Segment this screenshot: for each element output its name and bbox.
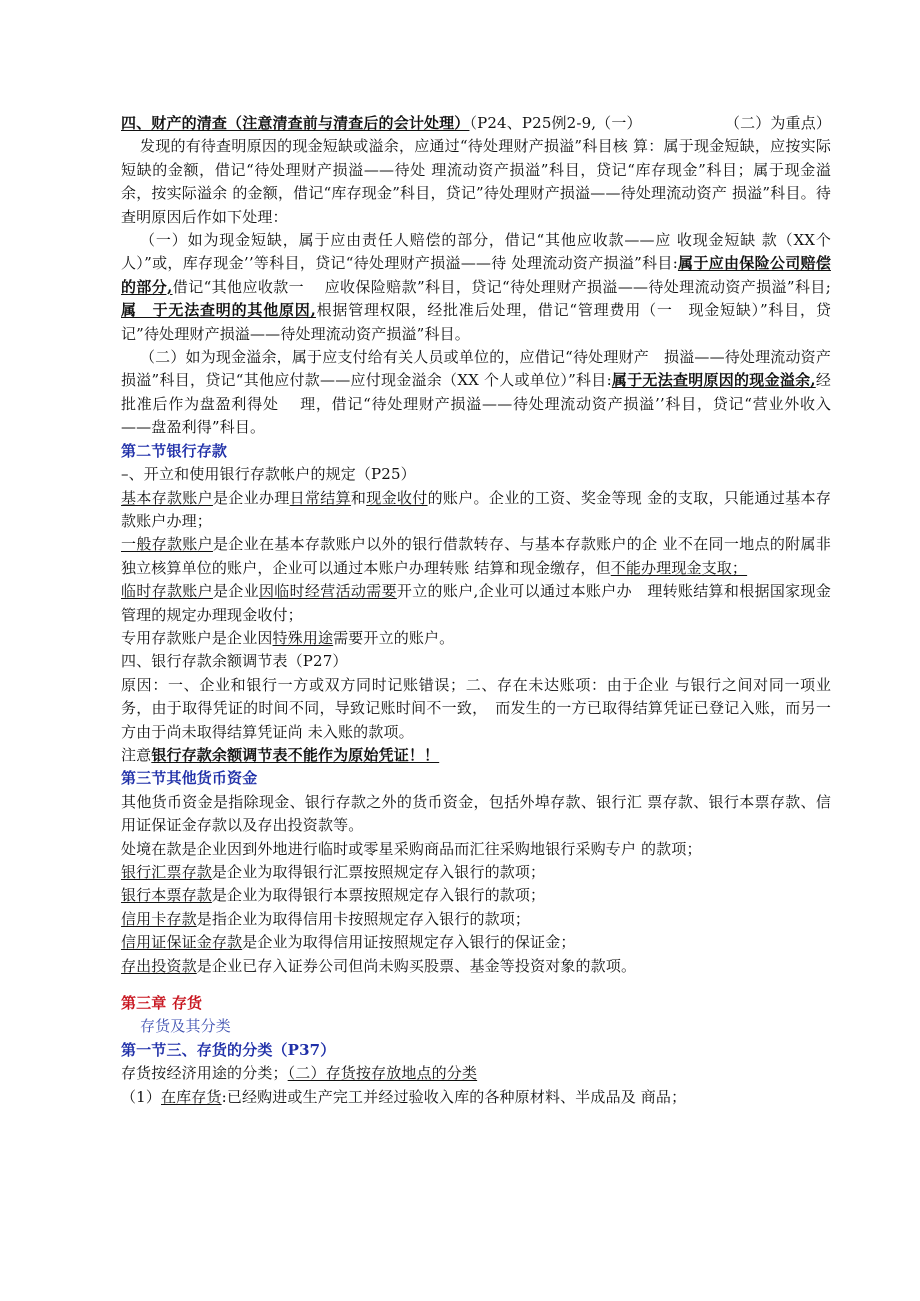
section-title-inventory-class: 第一节三、存货的分类（P37）: [121, 1040, 336, 1059]
paragraph: 发现的有待查明原因的现金短缺或溢余，应通过“待处理财产损溢”科目核 算：属于现金短缺，应按实际短缺的金额，借记“待处理财产损溢——待处 理流动资产损溢”科目，贷记“库存现金”科目；属于现金溢余，按实际溢余 的金额，借记“库存现金”科目，贷记”待处理财产损溢——待处理流动资产 损溢”科目。待查明原因后作如下处理：: [121, 137, 831, 226]
text-line: 专用存款账户是企业因特殊用途需要开立的账户。: [121, 628, 455, 647]
text-line: 银行汇票存款是企业为取得银行汇票按照规定存入银行的款项；: [121, 863, 546, 881]
text-line: 原因：一、企业和银行一方或双方同时记账错误；二、存在未达账项：由于企业 与银行之间对同一项业务，由于取得凭证的时间不同，导致记账时间不一致， 而发生的一方已取得结算凭证已登记入账，而另一方由于尚未取得结算凭证尚 未入账的款项。: [121, 675, 831, 741]
paragraph: （二）如为现金溢余，属于应支付给有关人员或单位的，应借记“待处理财产 损溢——待处理流动资产损溢”科目，贷记“其他应付款——应付现金溢余（XX 个人或单位）”科目:属于无法查明原因的现金溢余,经批准后作为盘盈利得处 理，借记“待处理财产损溢——待处理流动资产损溢’’科目，贷记“营业外收入 ——盘盈利得”科目。: [121, 348, 831, 437]
text-line: –、开立和使用银行存款帐户的规定（P25）: [121, 465, 416, 484]
chapter-title-inventory: 第三章 存货: [121, 994, 203, 1013]
text-line: 信用证保证金存款是企业为取得信用证按照规定存入银行的保证金；: [121, 933, 576, 952]
spacer: [121, 978, 831, 992]
text-line: 存出投资款是企业已存入证券公司但尚未购买股票、基金等投资对象的款项。: [121, 956, 637, 975]
text-line: （1）在库存货:已经购进或生产完工并经过验收入库的各种原材料、半成品及 商品；: [121, 1087, 687, 1106]
emphasis: 属于应由保险公司赔偿的部分,: [121, 254, 831, 296]
section-title-other-funds: 第三节其他货币资金: [121, 769, 258, 788]
section-heading-property-check: 四、财产的清查（注意清查前与清查后的会计处理）（P24、P25例2-9,（一） （二）为重点）: [121, 114, 831, 132]
text-line: 处境在款是企业因到外地进行临时或零星采购商品而汇往采购地银行采购专户 的款项；: [121, 839, 702, 858]
section-title-bank-deposit: 第二节银行存款: [121, 441, 228, 460]
text-line: 银行本票存款是企业为取得银行本票按照规定存入银行的款项；: [121, 886, 546, 905]
paragraph: （一）如为现金短缺，属于应由责任人赔偿的部分，借记“其他应收款——应 收现金短缺 款（XX个人）”或，库存现金’’等科目，贷记“待处理财产损溢——待 处理流动资产损溢”科目:属于应由保险公司赔偿的部分,借记“其他应收款一 应收保险赔款”科目，贷记“待处理财产损溢——待处理流动资产损溢”科目;属 于无法查明的其他原因,根据管理权限，经批准后处理，借记“管理费用（一 现金短缺）”科目，贷记”待处理财产损溢——待处理流动资产损溢”科目。: [121, 231, 831, 343]
text-line: 存货按经济用途的分类；（二）存货按存放地点的分类: [121, 1064, 478, 1083]
text-line: 注意银行存款余额调节表不能作为原始凭证！！: [121, 745, 440, 764]
text-line: 基本存款账户是企业办理日常结算和现金收付的账户。企业的工资、奖金等现 金的支取，只能通过基本存款账户办理；: [121, 488, 831, 530]
text-line: 其他货币资金是指除现金、银行存款之外的货币资金，包括外埠存款、银行汇 票存款、银行本票存款、信用证保证金存款以及存出投资款等。: [121, 792, 831, 835]
text-line: 一般存款账户是企业在基本存款账户以外的银行借款转存、与基本存款账户的企 业不在同一地点的附属非独立核算单位的账户，企业可以通过本账户办理转账 结算和现金缴存，但不能办理现金支取；: [121, 535, 831, 577]
chapter-subtitle: 存货及其分类: [140, 1017, 231, 1036]
text-line: 临时存款账户是企业因临时经营活动需要开立的账户,企业可以通过本账户办 理转账结算和根据国家现金管理的规定办理现金收付；: [121, 582, 831, 624]
text-line: 信用卡存款是指企业为取得信用卡按照规定存入银行的款项；: [121, 909, 531, 928]
emphasis: 属于无法查明原因的现金溢余,: [611, 371, 816, 390]
text-line: 四、银行存款余额调节表（P27）: [121, 652, 348, 671]
emphasis: 属 于无法查明的其他原因,: [121, 301, 316, 320]
document-page: [121, 112, 831, 1109]
emphasis: 银行存款余额调节表不能作为原始凭证！！: [151, 745, 440, 764]
